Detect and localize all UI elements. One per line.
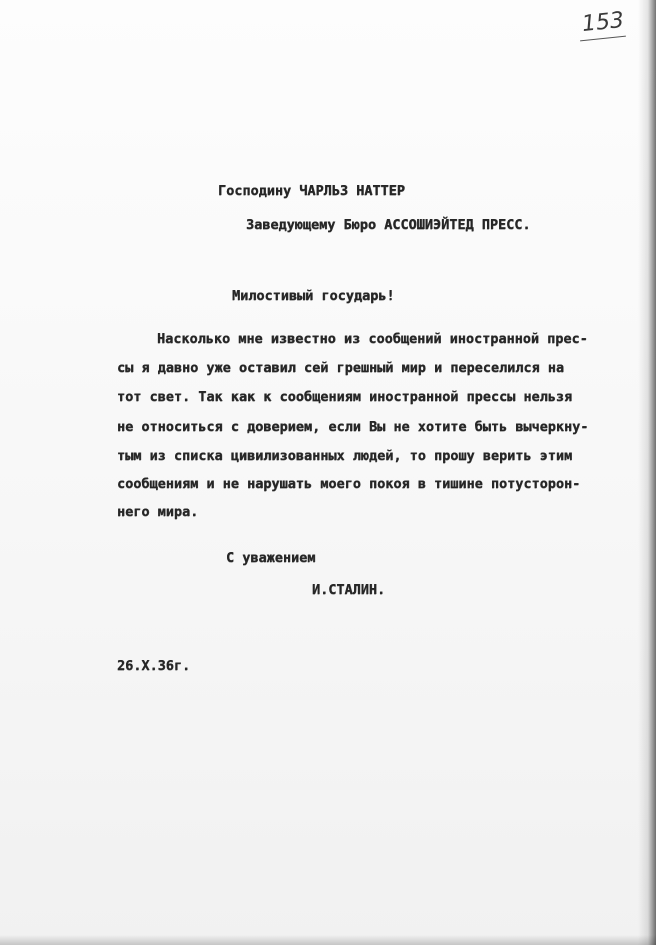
body-line-6: сообщениям и не нарушать моего покоя в тишине потусторон- <box>117 476 581 492</box>
body-line-1: Насколько мне известно из сообщений иностранной прес- <box>157 331 588 347</box>
date: 26.X.36г. <box>117 658 191 674</box>
page-edge-shadow <box>638 0 656 945</box>
signature: И.СТАЛИН. <box>312 582 386 598</box>
body-line-3: тот свет. Так как к сообщениям иностранной прессы нельзя <box>117 389 573 405</box>
addressee-line-2: Заведующему Бюро АССОШИЭЙТЕД ПРЕСС. <box>246 217 531 233</box>
salutation: Милостивый государь! <box>232 288 395 304</box>
archive-number: 153 <box>580 7 626 38</box>
addressee-line-1: Господину ЧАРЛЬЗ НАТТЕР <box>218 183 405 199</box>
closing: С уважением <box>226 550 316 566</box>
body-line-5: тым из списка цивилизованных людей, то прошу верить этим <box>117 448 573 464</box>
body-line-7: него мира. <box>117 504 199 520</box>
body-line-4: не относиться с доверием, если Вы не хотите быть вычеркну- <box>117 419 589 435</box>
body-line-2: сы я давно уже оставил сей грешный мир и переселился на <box>117 360 565 376</box>
page-bottom-shadow <box>0 935 656 945</box>
